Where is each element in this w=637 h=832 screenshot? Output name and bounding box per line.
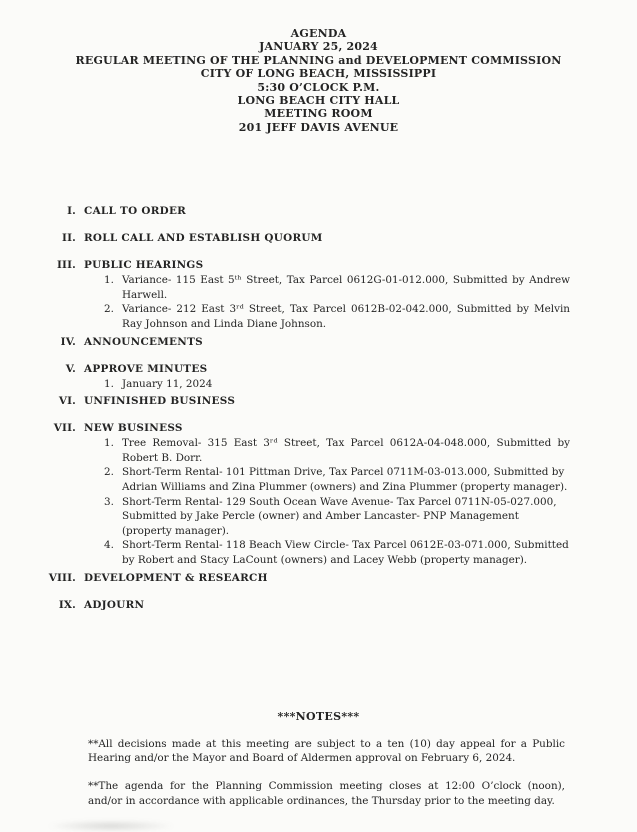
- section-title: UNFINISHED BUSINESS: [84, 395, 236, 408]
- agenda-item: [104, 495, 637, 539]
- section-numeral: VII.: [53, 422, 76, 435]
- section-numeral: VIII.: [48, 571, 76, 584]
- section-title: ADJOURN: [84, 598, 145, 611]
- item-number: 1.: [104, 274, 114, 287]
- section-numeral: VI.: [58, 395, 76, 408]
- agenda-section-roll-call: [0, 231, 637, 246]
- header-line-city: CITY OF LONG BEACH, MISSISSIPPI: [200, 67, 437, 81]
- section-numeral: IV.: [60, 335, 76, 348]
- note-paragraph-appeal: **All decisions made at this meeting are subject to a ten (10) day appeal for a Public Hearing and/or the Mayor and Board of Aldermen approval on February 6, 2024.: [88, 737, 565, 765]
- agenda-section-call-to-order: [0, 204, 637, 219]
- section-numeral: IX.: [58, 598, 76, 611]
- agenda-item: [104, 538, 637, 567]
- scan-smudge-artifact: [46, 820, 176, 832]
- agenda-section-approve-minutes: [0, 362, 637, 392]
- agenda-sections: [0, 204, 637, 612]
- item-text: January 11, 2024: [122, 377, 213, 390]
- agenda-section-public-hearings: [0, 258, 637, 331]
- section-numeral: II.: [62, 232, 76, 245]
- agenda-section-new-business: [0, 421, 637, 567]
- notes-section: [0, 709, 637, 809]
- header-line-address: 201 JEFF DAVIS AVENUE: [238, 120, 399, 134]
- header-line-room: MEETING ROOM: [264, 107, 373, 121]
- section-title: PUBLIC HEARINGS: [84, 259, 204, 272]
- section-title: ROLL CALL AND ESTABLISH QUORUM: [84, 232, 323, 245]
- header-line-time: 5:30 O’CLOCK P.M.: [257, 80, 380, 94]
- header-line-meeting: REGULAR MEETING OF THE PLANNING and DEVELOPMENT COMMISSION: [75, 53, 562, 67]
- note-paragraph-agenda-close: **The agenda for the Planning Commission meeting closes at 12:00 O’clock (noon), and/or in accordance with applicable ordinances, the Thursday prior to the meeting day.: [88, 780, 565, 807]
- agenda-section-development-research: [0, 571, 637, 586]
- agenda-item: [104, 377, 637, 392]
- section-title: APPROVE MINUTES: [84, 362, 208, 375]
- section-numeral: V.: [65, 362, 76, 375]
- notes-heading: ***NOTES***: [277, 709, 360, 723]
- document-header: [0, 27, 637, 134]
- section-title: NEW BUSINESS: [84, 422, 183, 435]
- item-number: 2.: [104, 303, 114, 316]
- item-text: Short-Term Rental- 101 Pittman Drive, Tax Parcel 0711M-03-013.000, Submitted by Adrian Williams and Zina Plummer (owners) and Zina Plummer (property manager).: [122, 466, 568, 493]
- header-line-venue: LONG BEACH CITY HALL: [237, 94, 400, 108]
- agenda-item: [104, 436, 637, 465]
- section-numeral: I.: [67, 205, 76, 218]
- header-line-title: AGENDA: [290, 27, 347, 40]
- section-title: DEVELOPMENT & RESEARCH: [84, 571, 268, 584]
- item-text: Short-Term Rental- 129 South Ocean Wave Avenue- Tax Parcel 0711N-05-027.000, Submitted by Jake Percle (owner) and Amber Lancaster- PNP Management (property manager).: [122, 495, 557, 537]
- agenda-item: [104, 273, 637, 302]
- agenda-section-unfinished-business: [0, 394, 637, 409]
- agenda-item: [104, 465, 637, 494]
- item-number: 3.: [104, 495, 114, 508]
- section-title: CALL TO ORDER: [84, 205, 187, 218]
- item-number: 2.: [104, 466, 114, 479]
- item-text: Variance- 115 East 5ᵗʰ Street, Tax Parcel 0612G-01-012.000, Submitted by Andrew Harwell.: [122, 274, 570, 301]
- section-title: ANNOUNCEMENTS: [84, 335, 203, 348]
- header-line-date: JANUARY 25, 2024: [259, 40, 378, 54]
- agenda-section-adjourn: [0, 598, 637, 613]
- item-number: 1.: [104, 377, 114, 390]
- agenda-section-announcements: [0, 335, 637, 350]
- item-text: Variance- 212 East 3ʳᵈ Street, Tax Parcel 0612B-02-042.000, Submitted by Melvin Ray Johnson and Linda Diane Johnson.: [122, 303, 570, 331]
- section-numeral: III.: [57, 259, 76, 272]
- item-number: 1.: [104, 437, 114, 450]
- item-number: 4.: [104, 539, 114, 552]
- agenda-item: [104, 302, 637, 331]
- item-text: Short-Term Rental- 118 Beach View Circle- Tax Parcel 0612E-03-071.000, Submitted by Robert and Stacy LaCount (owners) and Lacey Webb (property manager).: [122, 539, 569, 566]
- item-text: Tree Removal- 315 East 3ʳᵈ Street, Tax Parcel 0612A-04-048.000, Submitted by Robert B. Dorr.: [122, 437, 570, 464]
